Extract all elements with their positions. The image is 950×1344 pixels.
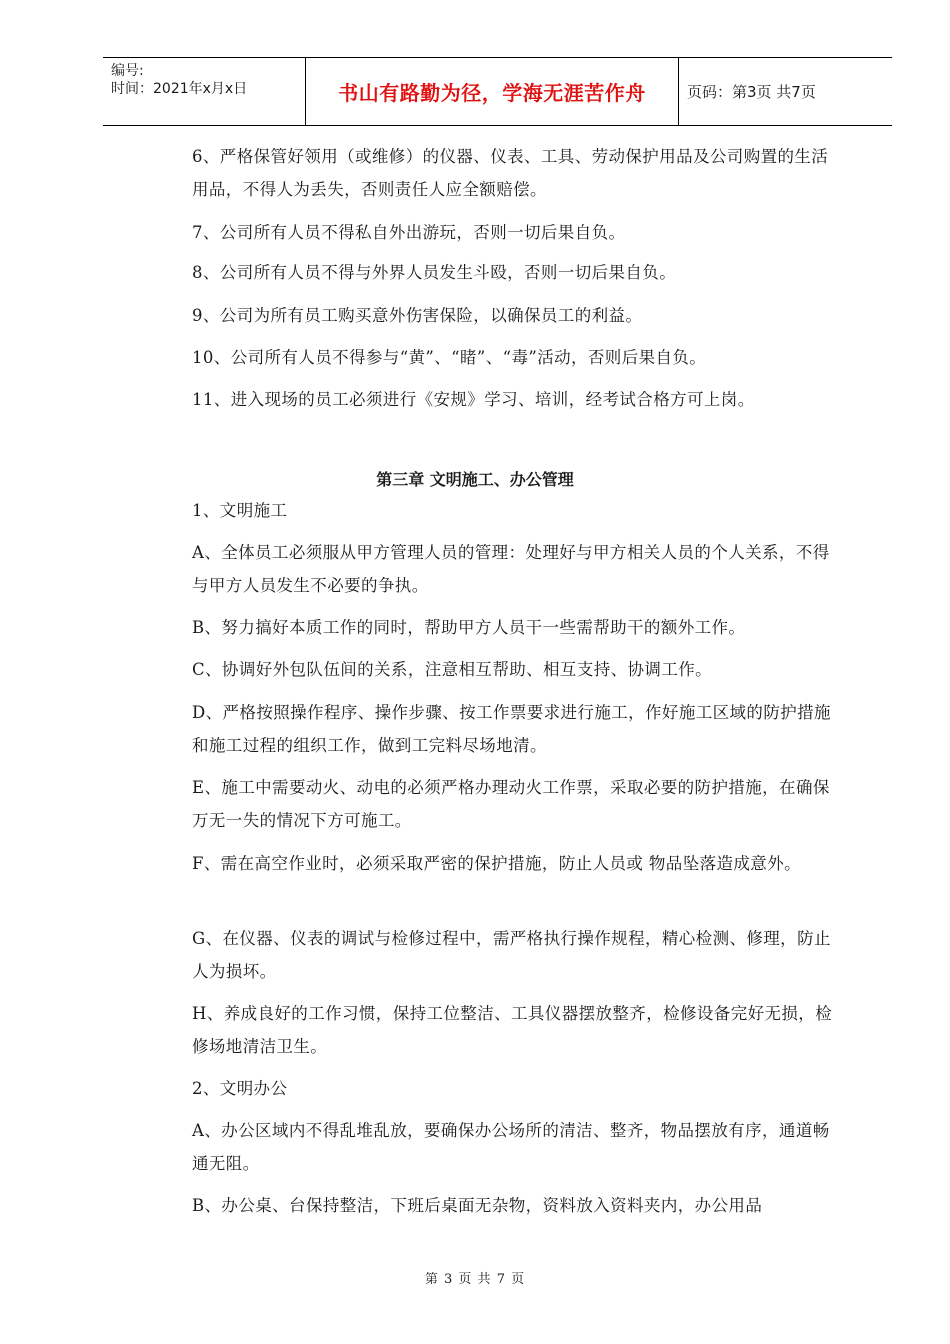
list-item: B、办公桌、台保持整洁，下班后桌面无杂物，资料放入资料夹内，办公用品 [192,1196,763,1215]
chapter-title: 第三章 文明施工、办公管理 [376,470,574,489]
list-item: 6、严格保管好领用（或维修）的仪器、仪表、工具、劳动保护用品及公司购置的生活用品，不得人为丢失，否则责任人应全额赔偿。 [192,147,829,199]
list-item: A、全体员工必须服从甲方管理人员的管理：处理好与甲方相关人员的个人关系，不得与甲方人员发生不必要的争执。 [192,543,830,595]
header-page-info [679,58,892,125]
page-header [103,57,892,126]
header-page-number: 页码：第3页 共7页 [687,83,816,101]
subsection-title: 1、文明施工 [192,501,288,520]
subsection-title: 2、文明办公 [192,1079,288,1098]
list-item: 10、公司所有人员不得参与“黄”、“睹”、“毒”活动，否则后果自负。 [192,348,707,367]
list-item: A、办公区域内不得乱堆乱放，要确保办公场所的清洁、整齐，物品摆放有序，通道畅通无阻。 [192,1121,830,1173]
list-item: C、协调好外包队伍间的关系，注意相互帮助、相互支持、协调工作。 [192,660,713,679]
header-motto: 书山有路勤为径，学海无涯苦作舟 [306,58,679,125]
list-item: H、养成良好的工作习惯，保持工位整洁、工具仪器摆放整齐，检修设备完好无损，检修场地清洁卫生。 [192,1004,833,1056]
page-footer: 第 3 页 共 7 页 [424,1272,526,1287]
list-item: E、施工中需要动火、动电的必须严格办理动火工作票，采取必要的防护措施，在确保万无一失的情况下方可施工。 [192,778,830,830]
list-item: F、需在高空作业时，必须采取严密的保护措施，防止人员或 物品坠落造成意外。 [192,854,801,873]
list-item: 11、进入现场的员工必须进行《安规》学习、培训，经考试合格方可上岗。 [192,390,755,409]
document-number-label: 编号: [111,63,144,79]
list-item: 7、公司所有人员不得私自外出游玩，否则一切后果自负。 [192,223,626,242]
list-item: 9、公司为所有员工购买意外伤害保险，以确保员工的利益。 [192,306,643,325]
list-item: G、在仪器、仪表的调试与检修过程中，需严格执行操作规程，精心检测、修理，防止人为损坏。 [192,929,831,981]
document-date: 时间：2021年x月x日 [111,81,248,97]
list-item: B、努力搞好本质工作的同时，帮助甲方人员干一些需帮助干的额外工作。 [192,618,746,637]
list-item: D、严格按照操作程序、操作步骤、按工作票要求进行施工，作好施工区域的防护措施和施工过程的组织工作，做到工完料尽场地清。 [192,703,831,755]
list-item: 8、公司所有人员不得与外界人员发生斗殴，否则一切后果自负。 [192,263,677,282]
header-meta [103,58,306,125]
